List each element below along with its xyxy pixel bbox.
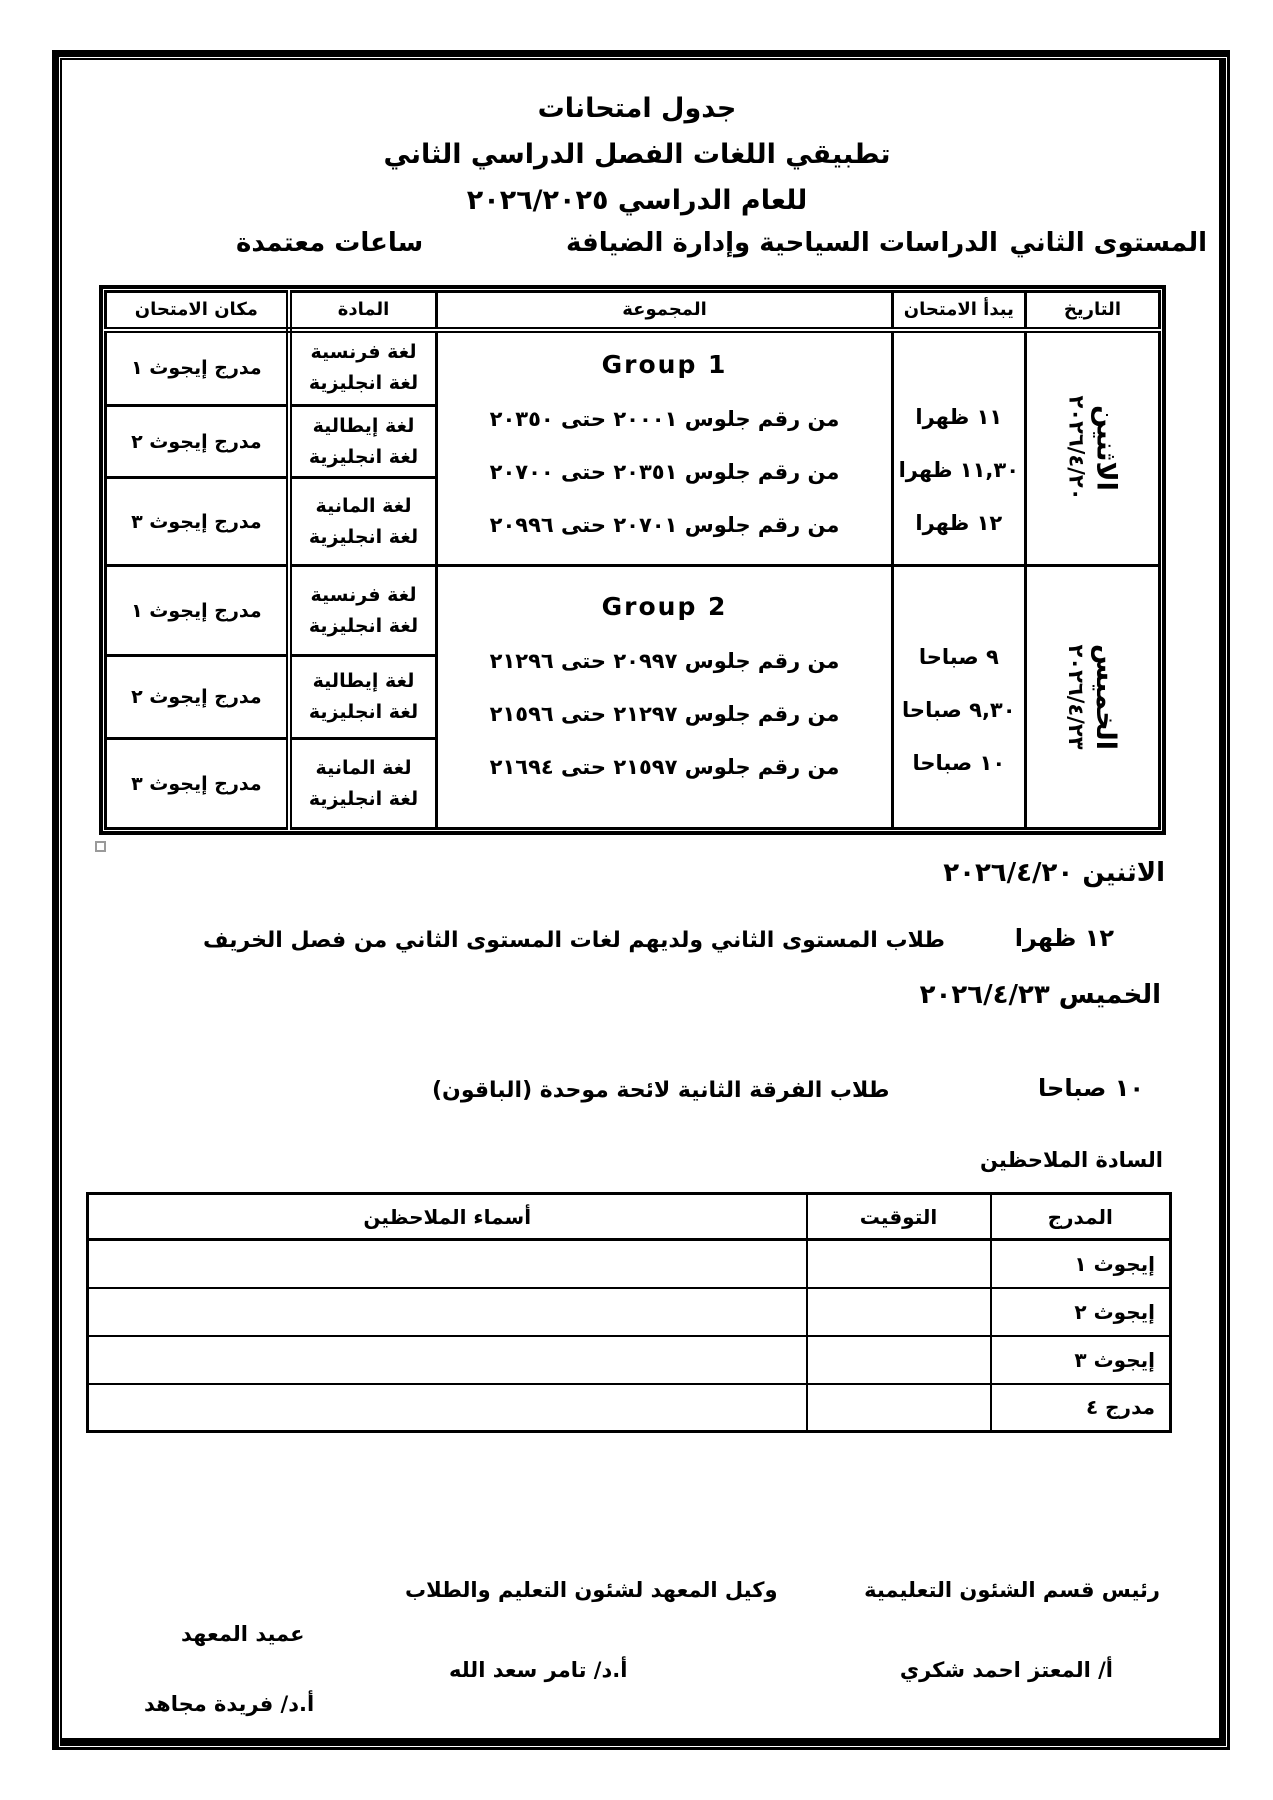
header-hall: المدرج xyxy=(991,1194,1171,1240)
document-title: جدول امتحانات xyxy=(537,93,737,124)
subject-cell: لغة إيطالية لغة انجليزية xyxy=(289,656,437,739)
header-group: المجموعة xyxy=(437,292,892,330)
subject-cell: لغة المانية لغة انجليزية xyxy=(289,478,437,566)
names-cell-empty xyxy=(88,1240,807,1288)
place-cell: مدرج إيجوث ٢ xyxy=(106,656,289,739)
group-title: Group 1 xyxy=(601,349,728,379)
signature-name-education-affairs-head: أ/ المعتز احمد شكري xyxy=(899,1658,1113,1682)
header-timing: التوقيت xyxy=(807,1194,991,1240)
table-row xyxy=(106,330,1160,406)
note-thursday-time: ١٠ صباحا xyxy=(1038,1074,1144,1102)
seat-range: من رقم جلوس ٢٠٠٠١ حتى ٢٠٣٥٠ xyxy=(489,406,840,431)
exam-table-header-row xyxy=(106,292,1160,330)
seat-range: من رقم جلوس ٢٠٩٩٧ حتى ٢١٢٩٦ xyxy=(489,649,840,673)
signature-name-dean: أ.د/ فريدة مجاهد xyxy=(144,1692,315,1716)
place-cell: مدرج إيجوث ٣ xyxy=(106,739,289,829)
seat-range: من رقم جلوس ٢١٢٩٧ حتى ٢١٥٩٦ xyxy=(489,702,840,726)
observers-title: السادة الملاحظين xyxy=(980,1148,1163,1172)
table-row xyxy=(106,566,1160,656)
note-thursday-heading: الخميس ٢٠٢٦/٤/٢٣ xyxy=(919,980,1161,1010)
group-title: Group 2 xyxy=(601,592,728,621)
subject-cell: لغة فرنسية لغة انجليزية xyxy=(289,566,437,656)
start-times-monday: ١١ ظهرا ١١,٣٠ ظهرا ١٢ ظهرا xyxy=(892,330,1025,566)
hall-label: إيجوث ٣ xyxy=(991,1336,1171,1384)
exam-schedule-table xyxy=(99,285,1166,835)
names-cell-empty xyxy=(88,1288,807,1336)
note-monday-heading: الاثنين ٢٠٢٦/٤/٢٠ xyxy=(943,858,1165,888)
date-cell-monday xyxy=(1025,330,1159,566)
names-cell-empty xyxy=(88,1384,807,1432)
credit-hours-label: ساعات معتمدة xyxy=(236,228,424,258)
date-cell-thursday xyxy=(1025,566,1159,829)
header-subject: المادة xyxy=(289,292,437,330)
level-label: المستوى الثاني xyxy=(1009,228,1207,258)
department-label: الدراسات السياحية وإدارة الضيافة xyxy=(566,228,998,258)
stray-checkbox-mark xyxy=(95,841,106,852)
observers-table xyxy=(86,1192,1172,1433)
header-observer-names: أسماء الملاحظين xyxy=(88,1194,807,1240)
group-cell-monday xyxy=(437,330,892,566)
group-cell-thursday xyxy=(437,566,892,829)
rotated-date: الخميس ٢٠٢٦/٤/٢٣ xyxy=(1064,643,1122,751)
timing-cell-empty xyxy=(807,1288,991,1336)
timing-cell-empty xyxy=(807,1336,991,1384)
place-cell: مدرج إيجوث ٢ xyxy=(106,406,289,478)
observers-header-row xyxy=(88,1194,1171,1240)
place-cell: مدرج إيجوث ١ xyxy=(106,330,289,406)
signature-title-dean: عميد المعهد xyxy=(181,1622,305,1646)
table-row xyxy=(88,1384,1171,1432)
start-times-thursday: ٩ صباحا ٩,٣٠ صباحا ١٠ صباحا xyxy=(892,566,1025,829)
subject-cell: لغة المانية لغة انجليزية xyxy=(289,739,437,829)
note-monday-text: طلاب المستوى الثاني ولديهم لغات المستوى الثاني من فصل الخريف xyxy=(203,928,946,953)
seat-range: من رقم جلوس ٢١٥٩٧ حتى ٢١٦٩٤ xyxy=(489,755,840,779)
hall-label: إيجوث ١ xyxy=(991,1240,1171,1288)
seat-range: من رقم جلوس ٢٠٣٥١ حتى ٢٠٧٠٠ xyxy=(489,459,840,484)
academic-year-line: للعام الدراسي ٢٠٢٦/٢٠٢٥ xyxy=(466,185,808,216)
names-cell-empty xyxy=(88,1336,807,1384)
signature-title-education-affairs-head: رئيس قسم الشئون التعليمية xyxy=(864,1578,1160,1602)
header-date: التاريخ xyxy=(1025,292,1159,330)
subject-cell: لغة فرنسية لغة انجليزية xyxy=(289,330,437,406)
note-monday-time: ١٢ ظهرا xyxy=(1014,924,1114,952)
subject-cell: لغة إيطالية لغة انجليزية xyxy=(289,406,437,478)
table-row xyxy=(88,1288,1171,1336)
signature-name-vice-dean: أ.د/ تامر سعد الله xyxy=(449,1658,628,1682)
hall-label: مدرج ٤ xyxy=(991,1384,1171,1432)
header-start-time: يبدأ الامتحان xyxy=(892,292,1025,330)
timing-cell-empty xyxy=(807,1384,991,1432)
table-row xyxy=(88,1240,1171,1288)
timing-cell-empty xyxy=(807,1240,991,1288)
document-subtitle: تطبيقي اللغات الفصل الدراسي الثاني xyxy=(383,139,891,170)
signature-title-vice-dean: وكيل المعهد لشئون التعليم والطلاب xyxy=(405,1578,778,1602)
seat-range: من رقم جلوس ٢٠٧٠١ حتى ٢٠٩٩٦ xyxy=(489,512,840,537)
hall-label: إيجوث ٢ xyxy=(991,1288,1171,1336)
rotated-date: الاثنين ٢٠٢٦/٤/٢٠ xyxy=(1064,395,1122,501)
table-row xyxy=(88,1336,1171,1384)
place-cell: مدرج إيجوث ١ xyxy=(106,566,289,656)
header-place: مكان الامتحان xyxy=(106,292,289,330)
place-cell: مدرج إيجوث ٣ xyxy=(106,478,289,566)
title-block xyxy=(64,86,1210,224)
note-thursday-text: طلاب الفرقة الثانية لائحة موحدة (الباقون) xyxy=(432,1078,890,1103)
